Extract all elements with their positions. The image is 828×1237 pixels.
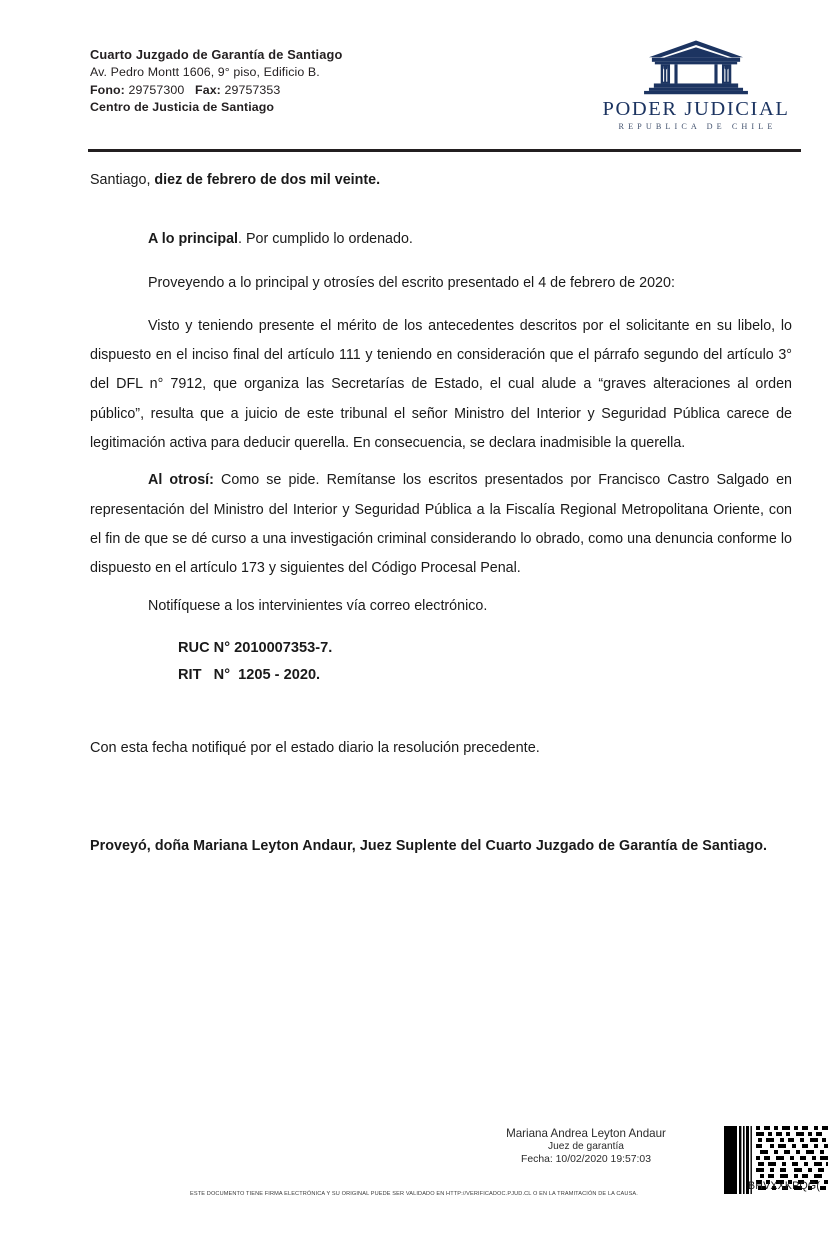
notifiquese-paragraph: Notifíquese a los intervinientes vía correo electrónico. xyxy=(148,597,488,614)
justice-center: Centro de Justicia de Santiago xyxy=(90,100,275,115)
place-name: Santiago xyxy=(90,172,147,188)
verification-code-text: BHVXXKPQG( xyxy=(748,1180,821,1192)
signature-timestamp: Fecha: 10/02/2020 19:57:03 xyxy=(521,1153,651,1165)
ruc-number: RUC N° 2010007353-7. xyxy=(178,639,333,656)
otrosi-paragraph xyxy=(90,466,792,583)
spacer xyxy=(90,584,792,592)
rit-number: RIT N° 1205 - 2020. xyxy=(178,666,321,683)
considerando-paragraph: Visto y teniendo presente el mérito de los antecedentes descritos por el solicitante en su libelo, lo dispuesto en el inciso final del artículo 111 y teniendo en consideración que el párrafo segundo del artículo 3° del DFL n° 7912, que organiza las Secretarías de Estado, el cual alude a “graves alteraciones al orden público”, resulta que a juicio de este tribunal el señor Ministro del Interior y Seguridad Pública carece de legitimación activa para deducir querella. En consecuencia, se declara inadmisible la querella. xyxy=(90,317,792,452)
otrosi-label: Al otrosí: xyxy=(148,472,214,489)
contact-spacer xyxy=(184,83,195,97)
spacer xyxy=(90,255,792,269)
fax-number: 29757353 xyxy=(224,82,281,97)
spacer xyxy=(90,298,792,312)
principal-paragraph xyxy=(90,225,792,254)
court-identity-block xyxy=(90,46,342,117)
logo-subtitle: REPUBLICA DE CHILE xyxy=(618,121,777,131)
phone-number: 29757300 xyxy=(128,82,185,97)
signer-name: Mariana Andrea Leyton Andaur xyxy=(506,1127,666,1140)
case-numbers-block xyxy=(90,635,792,689)
document-header xyxy=(90,46,802,142)
court-address: Av. Pedro Montt 1606, 9° piso, Edificio B. xyxy=(90,65,320,80)
poder-judicial-logo xyxy=(598,36,794,131)
courthouse-temple-icon xyxy=(598,36,794,98)
proveyendo-paragraph: Proveyendo a lo principal y otrosíes del escrito presentado el 4 de febrero de 2020: xyxy=(148,274,675,291)
proveyo-line: Proveyó, doña Mariana Leyton Andaur, Juez Suplente del Cuarto Juzgado de Garantía de Santiago. xyxy=(90,838,768,855)
electronic-signature-block xyxy=(470,1127,702,1166)
principal-label: A lo principal xyxy=(148,231,239,248)
estado-diario-line: Con esta fecha notifiqué por el estado diario la resolución precedente. xyxy=(90,739,540,756)
court-name: Cuarto Juzgado de Garantía de Santiago xyxy=(90,47,343,62)
spacer xyxy=(90,195,792,225)
document-body xyxy=(90,166,792,859)
otrosi-text: Como se pide. Remítanse los escritos presentados por Francisco Castro Salgado en representación del Ministro del Interior y Seguridad Pública a la Fiscalía Regional Metropolitana Oriente, con el fin de que se dé curso a una investigación criminal considerando lo obrado, como una denuncia conforme lo dispuesto en el artículo 173 y siguientes del Código Procesal Penal. xyxy=(90,472,792,577)
principal-text: . Por cumplido lo ordenado. xyxy=(238,231,413,248)
resolution-date: diez de febrero de dos mil veinte. xyxy=(154,172,381,188)
place-comma: , xyxy=(146,172,155,188)
court-contact xyxy=(90,82,342,100)
logo-title: PODER JUDICIAL xyxy=(602,98,790,120)
phone-label: Fono: xyxy=(90,82,125,97)
signer-role: Juez de garantía xyxy=(548,1141,624,1153)
footer-disclaimer: ESTE DOCUMENTO TIENE FIRMA ELECTRÓNICA Y SU ORIGINAL PUEDE SER VALIDADO EN HTTP://VERIFICADOC.PJUD.CL O EN LA TRAMITACIÓN DE LA CAUSA. xyxy=(190,1191,638,1197)
header-divider xyxy=(88,149,801,152)
place-date-line xyxy=(90,166,792,195)
fax-label: Fax: xyxy=(195,82,221,97)
spacer xyxy=(90,458,792,466)
